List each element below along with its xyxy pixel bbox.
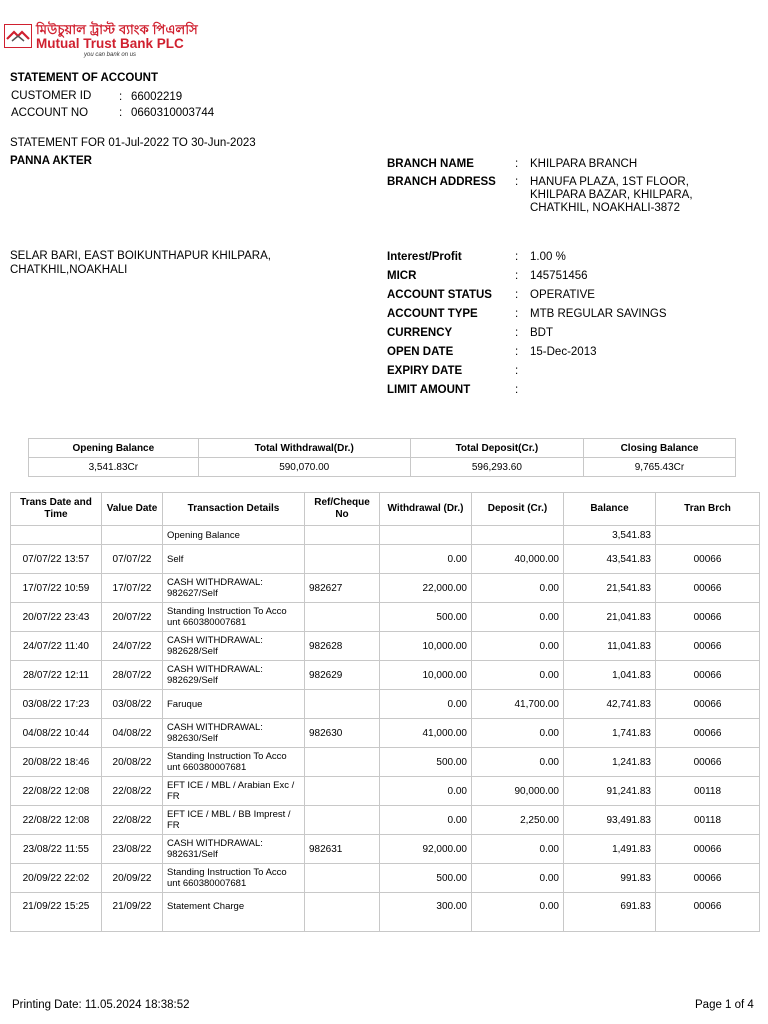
trans-date-cell: 07/07/22 13:57 — [11, 545, 102, 574]
total-withdrawal-value: 590,070.00 — [198, 458, 410, 477]
account-detail-value: 1.00 % — [530, 251, 566, 263]
opening-balance-row — [11, 526, 760, 545]
trans-date-cell: 17/07/22 10:59 — [11, 574, 102, 603]
withdrawal-cell: 0.00 — [380, 777, 472, 806]
deposit-cell: 41,700.00 — [472, 690, 564, 719]
account-detail-value: MTB REGULAR SAVINGS — [530, 308, 667, 320]
summary-header: Closing Balance — [583, 439, 735, 458]
branch-address-line2: KHILPARA BAZAR, KHILPARA, — [530, 189, 693, 201]
colon: : — [515, 384, 519, 396]
account-detail-value: BDT — [530, 327, 553, 339]
customer-id-value: 66002219 — [131, 91, 183, 103]
balance-cell: 11,041.83 — [564, 632, 656, 661]
value-date-cell: 20/09/22 — [102, 864, 163, 893]
ref-cell: 982630 — [305, 719, 380, 748]
empty-cell — [305, 526, 380, 545]
transaction-row — [11, 835, 760, 864]
branch-cell: 00066 — [656, 719, 760, 748]
branch-cell: 00118 — [656, 806, 760, 835]
summary-table — [28, 438, 736, 477]
branch-cell: 00066 — [656, 748, 760, 777]
transaction-row — [11, 777, 760, 806]
details-cell: Statement Charge — [163, 893, 305, 932]
closing-balance-value: 9,765.43Cr — [583, 458, 735, 477]
account-detail-label: OPEN DATE — [387, 346, 454, 358]
bank-name-bengali: মিউচুয়াল ট্রাস্ট ব্যাংক পিএলসি — [36, 22, 198, 37]
branch-cell: 00066 — [656, 893, 760, 932]
branch-name-value: KHILPARA BRANCH — [530, 158, 638, 170]
value-date-cell: 20/08/22 — [102, 748, 163, 777]
deposit-cell: 0.00 — [472, 661, 564, 690]
col-header-ref: Ref/Cheque No — [305, 493, 380, 526]
trans-date-cell: 20/08/22 18:46 — [11, 748, 102, 777]
colon: : — [515, 251, 519, 263]
account-detail-value: 145751456 — [530, 270, 588, 282]
withdrawal-cell: 0.00 — [380, 545, 472, 574]
bank-logo-icon — [4, 24, 32, 48]
deposit-cell: 0.00 — [472, 893, 564, 932]
branch-name-label: BRANCH NAME — [387, 158, 474, 170]
transaction-row — [11, 603, 760, 632]
col-header-trans-date: Trans Date and Time — [11, 493, 102, 526]
details-cell: EFT ICE / MBL / Arabian Exc / FR — [163, 777, 305, 806]
balance-cell: 91,241.83 — [564, 777, 656, 806]
deposit-cell: 0.00 — [472, 632, 564, 661]
value-date-cell: 17/07/22 — [102, 574, 163, 603]
transaction-row — [11, 893, 760, 932]
trans-date-cell: 20/07/22 23:43 — [11, 603, 102, 632]
value-date-cell: 21/09/22 — [102, 893, 163, 932]
withdrawal-cell: 500.00 — [380, 864, 472, 893]
page-number: Page 1 of 4 — [695, 999, 754, 1011]
transaction-row — [11, 864, 760, 893]
customer-name: PANNA AKTER — [10, 155, 92, 167]
colon: : — [119, 91, 123, 103]
branch-address-label: BRANCH ADDRESS — [387, 176, 496, 188]
trans-date-cell: 23/08/22 11:55 — [11, 835, 102, 864]
ref-cell: 982631 — [305, 835, 380, 864]
summary-header: Opening Balance — [29, 439, 199, 458]
summary-values-row — [29, 458, 736, 477]
account-detail-value: OPERATIVE — [530, 289, 595, 301]
balance-cell: 1,491.83 — [564, 835, 656, 864]
ref-cell — [305, 690, 380, 719]
details-cell: Standing Instruction To Acco unt 660380007681 — [163, 603, 305, 632]
ref-cell: 982629 — [305, 661, 380, 690]
withdrawal-cell: 500.00 — [380, 748, 472, 777]
ref-cell — [305, 777, 380, 806]
balance-cell: 1,741.83 — [564, 719, 656, 748]
branch-cell: 00066 — [656, 574, 760, 603]
value-date-cell: 28/07/22 — [102, 661, 163, 690]
details-cell: Faruque — [163, 690, 305, 719]
summary-header: Total Withdrawal(Dr.) — [198, 439, 410, 458]
trans-date-cell: 22/08/22 12:08 — [11, 777, 102, 806]
value-date-cell: 03/08/22 — [102, 690, 163, 719]
transaction-row — [11, 661, 760, 690]
account-no-label: ACCOUNT NO — [11, 107, 89, 119]
account-detail-value: 15-Dec-2013 — [530, 346, 597, 358]
details-cell: Self — [163, 545, 305, 574]
details-cell: Standing Instruction To Acco unt 660380007681 — [163, 748, 305, 777]
opening-balance-label: Opening Balance — [163, 526, 305, 545]
transaction-row — [11, 632, 760, 661]
value-date-cell: 22/08/22 — [102, 777, 163, 806]
deposit-cell: 0.00 — [472, 719, 564, 748]
summary-header: Total Deposit(Cr.) — [410, 439, 583, 458]
deposit-cell: 90,000.00 — [472, 777, 564, 806]
statement-period: STATEMENT FOR 01-Jul-2022 TO 30-Jun-2023 — [10, 137, 256, 149]
branch-cell: 00066 — [656, 835, 760, 864]
empty-cell — [380, 526, 472, 545]
details-cell: CASH WITHDRAWAL: 982627/Self — [163, 574, 305, 603]
branch-cell: 00066 — [656, 690, 760, 719]
withdrawal-cell: 10,000.00 — [380, 661, 472, 690]
deposit-cell: 0.00 — [472, 748, 564, 777]
opening-balance-amount: 3,541.83 — [564, 526, 656, 545]
col-header-deposit: Deposit (Cr.) — [472, 493, 564, 526]
branch-address-line1: HANUFA PLAZA, 1ST FLOOR, — [530, 176, 689, 188]
account-detail-label: CURRENCY — [387, 327, 453, 339]
account-detail-label: Interest/Profit — [387, 251, 462, 263]
ref-cell — [305, 806, 380, 835]
deposit-cell: 0.00 — [472, 835, 564, 864]
ref-cell — [305, 748, 380, 777]
trans-date-cell: 28/07/22 12:11 — [11, 661, 102, 690]
branch-cell: 00066 — [656, 603, 760, 632]
branch-cell: 00066 — [656, 545, 760, 574]
trans-date-cell: 24/07/22 11:40 — [11, 632, 102, 661]
deposit-cell: 0.00 — [472, 574, 564, 603]
withdrawal-cell: 10,000.00 — [380, 632, 472, 661]
balance-cell: 991.83 — [564, 864, 656, 893]
details-cell: CASH WITHDRAWAL: 982629/Self — [163, 661, 305, 690]
account-detail-label: ACCOUNT TYPE — [387, 308, 478, 320]
branch-cell: 00066 — [656, 632, 760, 661]
balance-cell: 43,541.83 — [564, 545, 656, 574]
balance-cell: 1,241.83 — [564, 748, 656, 777]
details-cell: EFT ICE / MBL / BB Imprest / FR — [163, 806, 305, 835]
account-detail-label: EXPIRY DATE — [387, 365, 463, 377]
withdrawal-cell: 22,000.00 — [380, 574, 472, 603]
ref-cell: 982628 — [305, 632, 380, 661]
transaction-row — [11, 719, 760, 748]
account-detail-label: MICR — [387, 270, 417, 282]
branch-cell: 00066 — [656, 864, 760, 893]
colon: : — [515, 289, 519, 301]
opening-balance-value: 3,541.83Cr — [29, 458, 199, 477]
customer-address-line2: CHATKHIL,NOAKHALI — [10, 264, 128, 276]
transaction-row — [11, 806, 760, 835]
colon: : — [515, 327, 519, 339]
ref-cell — [305, 545, 380, 574]
ref-cell — [305, 864, 380, 893]
account-detail-label: ACCOUNT STATUS — [387, 289, 492, 301]
trans-date-cell: 04/08/22 10:44 — [11, 719, 102, 748]
colon: : — [515, 176, 519, 188]
details-cell: CASH WITHDRAWAL: 982630/Self — [163, 719, 305, 748]
ref-cell — [305, 603, 380, 632]
empty-cell — [11, 526, 102, 545]
col-header-branch: Tran Brch — [656, 493, 760, 526]
deposit-cell: 0.00 — [472, 864, 564, 893]
colon: : — [515, 158, 519, 170]
branch-cell: 00066 — [656, 661, 760, 690]
branch-address-line3: CHATKHIL, NOAKHALI-3872 — [530, 202, 680, 214]
bank-name: Mutual Trust Bank PLC — [36, 36, 184, 51]
transaction-row — [11, 748, 760, 777]
transaction-row — [11, 690, 760, 719]
account-no-value: 0660310003744 — [131, 107, 215, 119]
value-date-cell: 07/07/22 — [102, 545, 163, 574]
empty-cell — [656, 526, 760, 545]
details-cell: Standing Instruction To Acco unt 660380007681 — [163, 864, 305, 893]
customer-id-label: CUSTOMER ID — [11, 90, 92, 102]
page-title: STATEMENT OF ACCOUNT — [10, 72, 158, 84]
withdrawal-cell: 500.00 — [380, 603, 472, 632]
summary-header-row — [29, 439, 736, 458]
empty-cell — [102, 526, 163, 545]
col-header-value-date: Value Date — [102, 493, 163, 526]
trans-date-cell: 20/09/22 22:02 — [11, 864, 102, 893]
ref-cell: 982627 — [305, 574, 380, 603]
trans-date-cell: 03/08/22 17:23 — [11, 690, 102, 719]
withdrawal-cell: 41,000.00 — [380, 719, 472, 748]
deposit-cell: 0.00 — [472, 603, 564, 632]
col-header-balance: Balance — [564, 493, 656, 526]
value-date-cell: 04/08/22 — [102, 719, 163, 748]
customer-address-line1: SELAR BARI, EAST BOIKUNTHAPUR KHILPARA, — [10, 250, 271, 262]
colon: : — [515, 270, 519, 282]
printing-date: Printing Date: 11.05.2024 18:38:52 — [12, 999, 190, 1011]
account-detail-label: LIMIT AMOUNT — [387, 384, 471, 396]
balance-cell: 691.83 — [564, 893, 656, 932]
withdrawal-cell: 300.00 — [380, 893, 472, 932]
transaction-row — [11, 545, 760, 574]
balance-cell: 42,741.83 — [564, 690, 656, 719]
colon: : — [119, 107, 123, 119]
value-date-cell: 20/07/22 — [102, 603, 163, 632]
colon: : — [515, 308, 519, 320]
trans-date-cell: 22/08/22 12:08 — [11, 806, 102, 835]
balance-cell: 21,541.83 — [564, 574, 656, 603]
transactions-table — [10, 492, 760, 932]
transactions-header-row — [11, 493, 760, 526]
withdrawal-cell: 0.00 — [380, 690, 472, 719]
balance-cell: 21,041.83 — [564, 603, 656, 632]
colon: : — [515, 346, 519, 358]
branch-cell: 00118 — [656, 777, 760, 806]
bank-tagline: you can bank on us — [84, 52, 137, 58]
details-cell: CASH WITHDRAWAL: 982631/Self — [163, 835, 305, 864]
balance-cell: 93,491.83 — [564, 806, 656, 835]
total-deposit-value: 596,293.60 — [410, 458, 583, 477]
col-header-withdrawal: Withdrawal (Dr.) — [380, 493, 472, 526]
col-header-details: Transaction Details — [163, 493, 305, 526]
transaction-row — [11, 574, 760, 603]
colon: : — [515, 365, 519, 377]
value-date-cell: 23/08/22 — [102, 835, 163, 864]
ref-cell — [305, 893, 380, 932]
deposit-cell: 2,250.00 — [472, 806, 564, 835]
trans-date-cell: 21/09/22 15:25 — [11, 893, 102, 932]
withdrawal-cell: 92,000.00 — [380, 835, 472, 864]
withdrawal-cell: 0.00 — [380, 806, 472, 835]
empty-cell — [472, 526, 564, 545]
value-date-cell: 24/07/22 — [102, 632, 163, 661]
deposit-cell: 40,000.00 — [472, 545, 564, 574]
value-date-cell: 22/08/22 — [102, 806, 163, 835]
details-cell: CASH WITHDRAWAL: 982628/Self — [163, 632, 305, 661]
balance-cell: 1,041.83 — [564, 661, 656, 690]
